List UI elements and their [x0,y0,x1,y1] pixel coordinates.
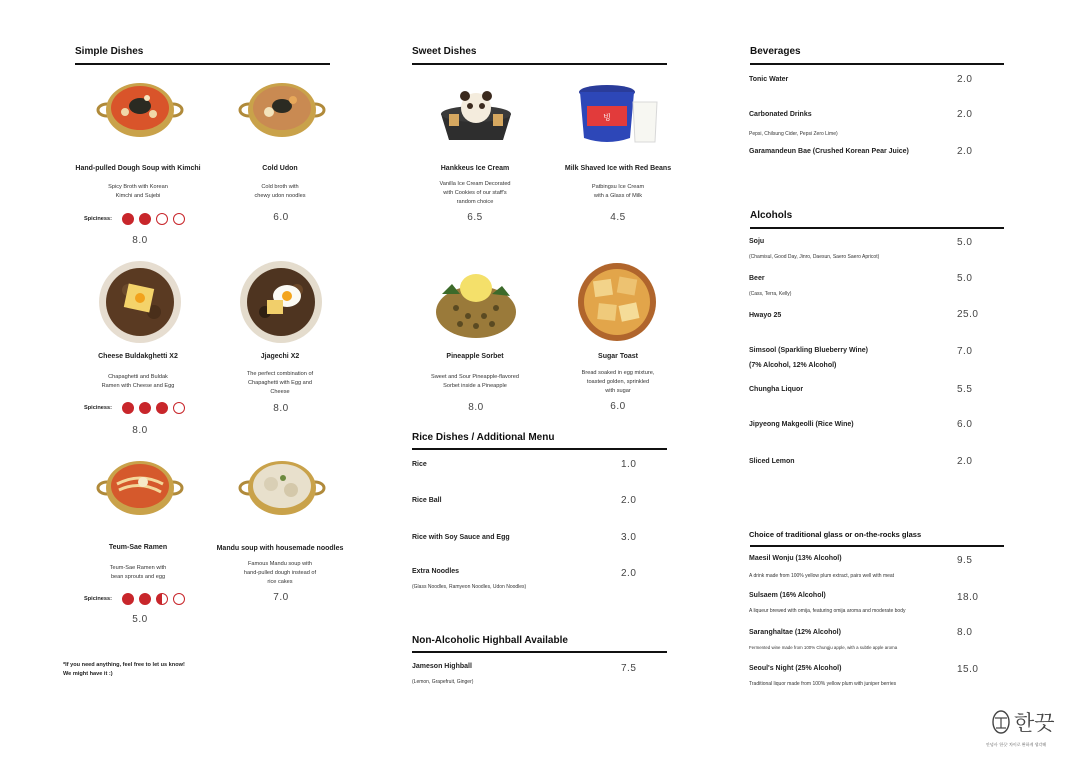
dish-price: 6.0 [610,401,626,412]
brand-wordmark: 한끗 [1014,711,1055,735]
menu-item-price: 8.0 [957,627,973,638]
menu-item-price: 2.0 [957,109,973,120]
dish-name: Hand-pulled Dough Soup with Kimchi [75,165,201,172]
menu-item-note: (Chamisul, Good Day, Jinro, Daesun, Saero Saero Apricot) [749,254,880,260]
menu-item-note: (Lemon, Grapefruit, Ginger) [412,679,474,685]
spice-dot-full [139,213,151,225]
menu-item-name: Rice with Soy Sauce and Egg [412,534,510,541]
spice-dot-empty [173,593,185,605]
dish-price: 6.5 [467,212,483,223]
menu-item-name: Hwayo 25 [749,312,782,319]
menu-item-price: 2.0 [957,456,973,467]
menu-item-price: 25.0 [957,309,979,320]
menu-item-price: 3.0 [621,532,637,543]
dish-price: 8.0 [132,235,148,246]
menu-item-note: Fermented wine made from 100% Chungju apple, with a subtle apple aroma [749,645,898,650]
kimchi-sujebi-bowl-image [95,82,185,140]
dish-description: Patbingsu Ice Cream with a Glass of Milk [591,184,645,199]
menu-item-price: 18.0 [957,592,979,603]
rice-dishes-title: Rice Dishes / Additional Menu [412,432,555,443]
dish-name: Cold Udon [262,165,298,172]
beverages-title: Beverages [750,46,801,57]
spice-dot-full [156,402,168,414]
beverages-rule [750,63,1004,65]
dish-price: 8.0 [273,403,289,414]
cold-udon-bowl-image [237,82,327,140]
spice-dot-full [122,213,134,225]
spice-dot-empty [156,213,168,225]
svg-text:빙: 빙 [603,113,611,122]
dish-description: Vanilla Ice Cream Decorated with Cookies of our staff's random choice [439,181,511,205]
menu-item-note: Traditional liquor made from 100% yellow plum with juniper berries [749,681,897,687]
highball-title: Non-Alcoholic Highball Available [412,635,568,646]
traditional-title: Choice of traditional glass or on-the-rocks glass [749,530,922,539]
dish-price: 7.0 [273,592,289,603]
spice-dot-full [122,593,134,605]
dish-name: Cheese Buldakghetti X2 [98,353,178,360]
menu-item-note: Pepsi, Chilsung Cider, Pepsi Zero Lime) [749,131,838,137]
dish-name: Sugar Toast [598,353,638,360]
alcohols-title: Alcohols [750,210,793,221]
menu-item-name: Maesil Wonju (13% Alcohol) [749,555,842,562]
menu-item-name-detail: (7% Alcohol, 12% Alcohol) [749,362,837,369]
simple-dishes-rule [75,63,330,65]
dish-description: Famous Mandu soup with hand-pulled dough instead of rice cakes [243,561,317,585]
sweet-dishes-title: Sweet Dishes [412,46,477,57]
panda-ice-cream-image [433,84,519,146]
menu-item-name: Jipyeong Makgeolli (Rice Wine) [749,421,854,428]
dish-price: 8.0 [132,425,148,436]
menu-item-note: A drink made from 100% yellow plum extract, pairs well with meat [749,573,895,579]
menu-item-name: Carbonated Drinks [749,111,812,118]
dish-description: Sweet and Sour Pineapple-flavored Sorbet inside a Pineapple [430,374,519,389]
menu-item-name: Tonic Water [749,76,789,83]
spice-dot-full [139,402,151,414]
menu-item-price: 2.0 [957,74,973,85]
spice-dot-half [156,593,168,605]
menu-item-name: Soju [749,238,765,245]
dish-description: Bread soaked in egg mixture, toasted golden, sprinkled with sugar [581,370,655,394]
menu-item-name: Chungha Liquor [749,386,804,393]
spice-dot-full [139,593,151,605]
dish-price: 8.0 [468,402,484,413]
brand-logo [991,707,1055,737]
dish-description: The perfect combination of Chapaghetti with Egg and Cheese [246,371,314,395]
menu-item-price: 6.0 [957,419,973,430]
menu-item-price: 2.0 [621,495,637,506]
menu-item-name: Sulsaem (16% Alcohol) [749,592,826,599]
sugar-toast-plate-image [576,262,658,342]
menu-item-name: Rice [412,461,427,468]
dish-price: 6.0 [273,212,289,223]
menu-item-price: 2.0 [957,146,973,157]
spice-dot-empty [173,213,185,225]
dish-name: Mandu soup with housemade noodles [216,545,344,552]
dish-name: Milk Shaved Ice with Red Beans [564,165,672,172]
menu-item-name: Jameson Highball [412,663,472,670]
menu-item-name: Saranghaltae (12% Alcohol) [749,629,841,636]
teumsae-ramen-bowl-image [95,460,185,518]
spiciness-label: Spiciness: [84,216,112,222]
patbingsu-cup-image [575,82,661,148]
dish-name: Teum-Sae Ramen [108,544,168,551]
dish-name: Hankkeus Ice Cream [440,165,510,172]
sweet-dishes-rule [412,63,667,65]
spice-dot-full [122,402,134,414]
dish-description: Teum-Sae Ramen with bean sprouts and egg [109,565,167,580]
menu-item-note: A liqueur brewed with omija, featuring omija aroma and moderate body [749,608,906,614]
rice-dishes-rule [412,448,667,450]
menu-item-price: 5.0 [957,273,973,284]
dish-description: Spicy Broth with Korean Kimchi and Sujebi [108,184,168,199]
highball-rule [412,651,667,653]
spiciness-label: Spiciness: [84,405,112,411]
spiciness-rating [84,593,190,605]
spiciness-rating [84,402,190,414]
spiciness-rating [84,213,190,225]
pineapple-sorbet-image [432,264,520,340]
dish-description: Chapaghetti and Buldak Ramen with Cheese and Egg [101,374,175,389]
footnote: *If you need anything, feel free to let us know! We might have it :) [63,662,185,677]
menu-item-price: 7.5 [621,663,637,674]
mandu-soup-bowl-image [237,460,327,518]
menu-item-price: 1.0 [621,459,637,470]
menu-item-price: 5.0 [957,237,973,248]
brand-tagline: 안녕사 '한끗' 차이로 완하게 생각해 [986,742,1047,747]
spice-dot-empty [173,402,185,414]
menu-item-name: Beer [749,275,765,282]
menu-item-price: 15.0 [957,664,979,675]
menu-item-note: (Cass, Terra, Kelly) [749,291,792,297]
menu-item-name: Rice Ball [412,497,442,504]
dish-price: 4.5 [610,212,626,223]
menu-item-name: Simsool (Sparkling Blueberry Wine) [749,347,868,354]
cheese-buldak-plate-image [98,260,182,344]
dish-price: 5.0 [132,614,148,625]
menu-item-name: Sliced Lemon [749,458,795,465]
brand-emblem-icon [991,709,1011,735]
menu-item-note: (Glass Noodles, Ramyeon Noodles, Udon Noodles) [412,584,527,590]
simple-dishes-title: Simple Dishes [75,46,144,57]
menu-item-price: 7.0 [957,346,973,357]
traditional-rule [750,545,1004,547]
dish-name: Jjagechi X2 [260,353,300,360]
menu-item-name: Extra Noodles [412,568,460,575]
alcohols-rule [750,227,1004,229]
dish-name: Pineapple Sorbet [446,353,504,360]
menu-item-price: 9.5 [957,555,973,566]
dish-description: Cold broth with chewy udon noodles [254,184,306,199]
menu-item-price: 5.5 [957,384,973,395]
jjagechi-plate-image [239,260,323,344]
menu-item-name: Seoul's Night (25% Alcohol) [749,665,842,672]
menu-item-price: 2.0 [621,568,637,579]
menu-item-name: Garamandeun Bae (Crushed Korean Pear Juice) [749,148,909,155]
spiciness-label: Spiciness: [84,596,112,602]
